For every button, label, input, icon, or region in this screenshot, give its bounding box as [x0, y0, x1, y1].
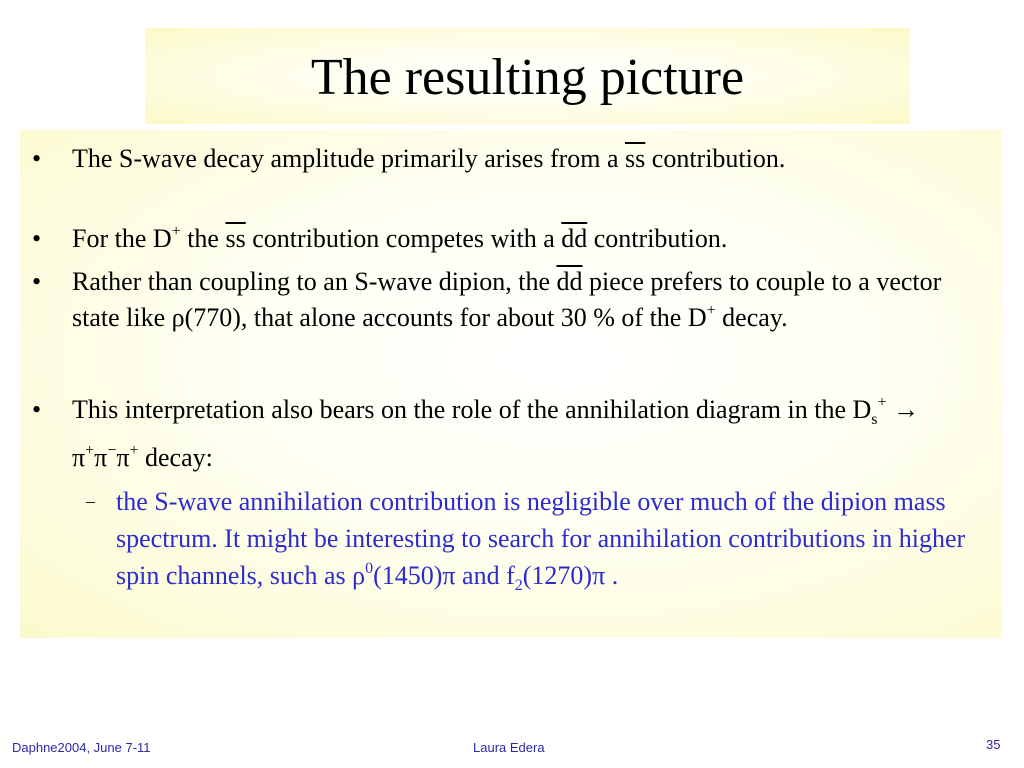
bullet-text — [72, 264, 974, 340]
sub-bullet-text-part: the S-wave annihilation contribution is negligible over much of the dipion mass spectrum. It might be interesting to search for annihilation contributions in higher spin channels, such as ρ — [116, 487, 966, 590]
sub-bullet-text-part: (1270)π . — [522, 561, 619, 590]
sub-bullet-text — [116, 483, 974, 598]
bullet-text-part: π — [94, 443, 108, 472]
quark-pair-ssbar: $\overline{ss}$ — [225, 224, 246, 253]
footer-author: Laura Edera — [473, 740, 545, 755]
bullet-marker: • — [32, 267, 42, 296]
bullet-text-part: piece prefers to couple to a vector state like ρ(770), that alone accounts for about 30 % of the D — [72, 267, 942, 332]
bullet-text-part: the — [180, 224, 226, 253]
subscript: 2 — [514, 577, 523, 594]
bullet-text-part: contribution. — [645, 144, 786, 173]
bullet-marker: • — [32, 144, 42, 173]
bullet-marker: • — [32, 395, 42, 424]
title-panel — [145, 28, 910, 124]
charge-superscript: + — [877, 394, 887, 411]
charge-superscript: + — [85, 442, 95, 459]
bullet-text-part: decay: — [138, 443, 213, 472]
bullet-text — [72, 221, 974, 261]
charge-superscript: + — [171, 223, 181, 240]
bullet-text-part: The S-wave decay amplitude primarily arises from a — [72, 144, 626, 173]
bullet-text-part: contribution. — [587, 224, 728, 253]
subscript: s — [871, 411, 878, 428]
bullet-text-part: Rather than coupling to an S-wave dipion, the — [72, 267, 557, 296]
bullet-text-part: contribution competes with a — [245, 224, 562, 253]
superscript: 0 — [365, 560, 374, 577]
footer-slide-number: 35 — [986, 737, 1001, 752]
bullet-text — [72, 141, 974, 177]
quark-pair-ssbar: $\overline{ss}$ — [625, 144, 646, 173]
charge-superscript: + — [129, 442, 139, 459]
bullet-marker: • — [32, 224, 42, 253]
quark-pair-ddbar: $\overline{dd}$ — [561, 224, 588, 253]
sub-bullet-text-part: (1450)π and f — [373, 561, 515, 590]
bullet-text-part: → π — [72, 395, 920, 472]
charge-superscript: + — [706, 302, 716, 319]
content-panel — [20, 130, 1002, 638]
bullet-text — [72, 388, 974, 484]
quark-pair-ddbar: $\overline{dd}$ — [556, 267, 583, 296]
slide-title: The resulting picture — [310, 49, 745, 106]
charge-superscript: − — [107, 442, 117, 459]
footer-conference: Daphne2004, June 7-11 — [12, 740, 151, 755]
bullet-text-part: This interpretation also bears on the role of the annihilation diagram in the D — [72, 395, 872, 424]
sub-bullet-marker: – — [86, 491, 95, 511]
bullet-text-part: decay. — [715, 303, 788, 332]
bullet-text-part: For the D — [72, 224, 172, 253]
bullet-text-part: π — [116, 443, 130, 472]
